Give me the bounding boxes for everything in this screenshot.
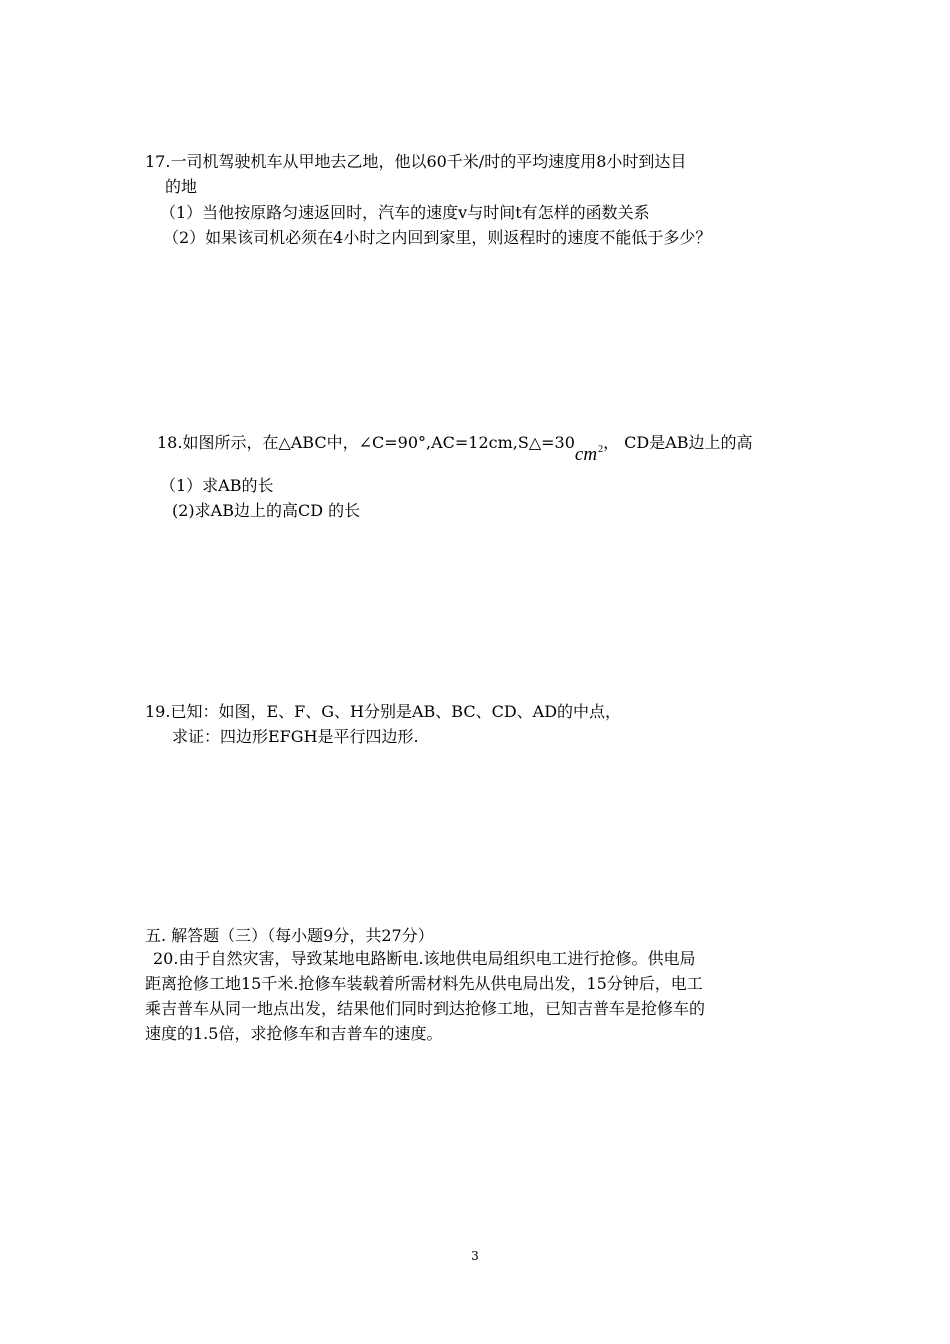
q18-unit-sup: 2 bbox=[598, 444, 604, 455]
q18-unit bbox=[575, 444, 603, 465]
q18-part2: (2)求AB边上的高CD 的长 bbox=[172, 501, 361, 520]
q17-line1: 17.一司机驾驶机车从甲地去乙地，他以60千米/时的平均速度用8小时到达目 bbox=[145, 152, 687, 171]
q19-line2: 求证：四边形EFGH是平行四边形. bbox=[172, 727, 419, 746]
q19-line1: 19.已知：如图，E、F、G、H分别是AB、BC、CD、AD的中点， bbox=[145, 702, 622, 721]
q20-line4: 速度的1.5倍，求抢修车和吉普车的速度。 bbox=[145, 1024, 443, 1043]
page-number: 3 bbox=[471, 1249, 479, 1263]
q20-line1: 20.由于自然灾害，导致某地电路断电.该地供电局组织电工进行抢修。供电局 bbox=[153, 949, 696, 968]
q18-unit-text: cm bbox=[574, 444, 598, 465]
section5-heading: 五. 解答题（三）（每小题9分，共27分） bbox=[145, 926, 434, 945]
q18-line1-text: 18.如图所示，在△ABC中，∠C=90°,AC=12cm,S△=30 bbox=[157, 433, 575, 452]
q17-line2: 的地 bbox=[165, 177, 198, 196]
q20-line3: 乘吉普车从同一地点出发，结果他们同时到达抢修工地，已知吉普车是抢修车的 bbox=[145, 999, 706, 1018]
q18-part1: （1）求AB的长 bbox=[160, 476, 274, 495]
q18-line1-tail: ， CD是AB边上的高 bbox=[603, 433, 753, 452]
q17-part1: （1）当他按原路匀速返回时，汽车的速度v与时间t有怎样的函数关系 bbox=[160, 203, 650, 222]
q18-line1 bbox=[157, 427, 753, 465]
q20-line2: 距离抢修工地15千米.抢修车装载着所需材料先从供电局出发，15分钟后，电工 bbox=[145, 974, 703, 993]
q17-part2: （2）如果该司机必须在4小时之内回到家里，则返程时的速度不能低于多少？ bbox=[163, 228, 712, 247]
